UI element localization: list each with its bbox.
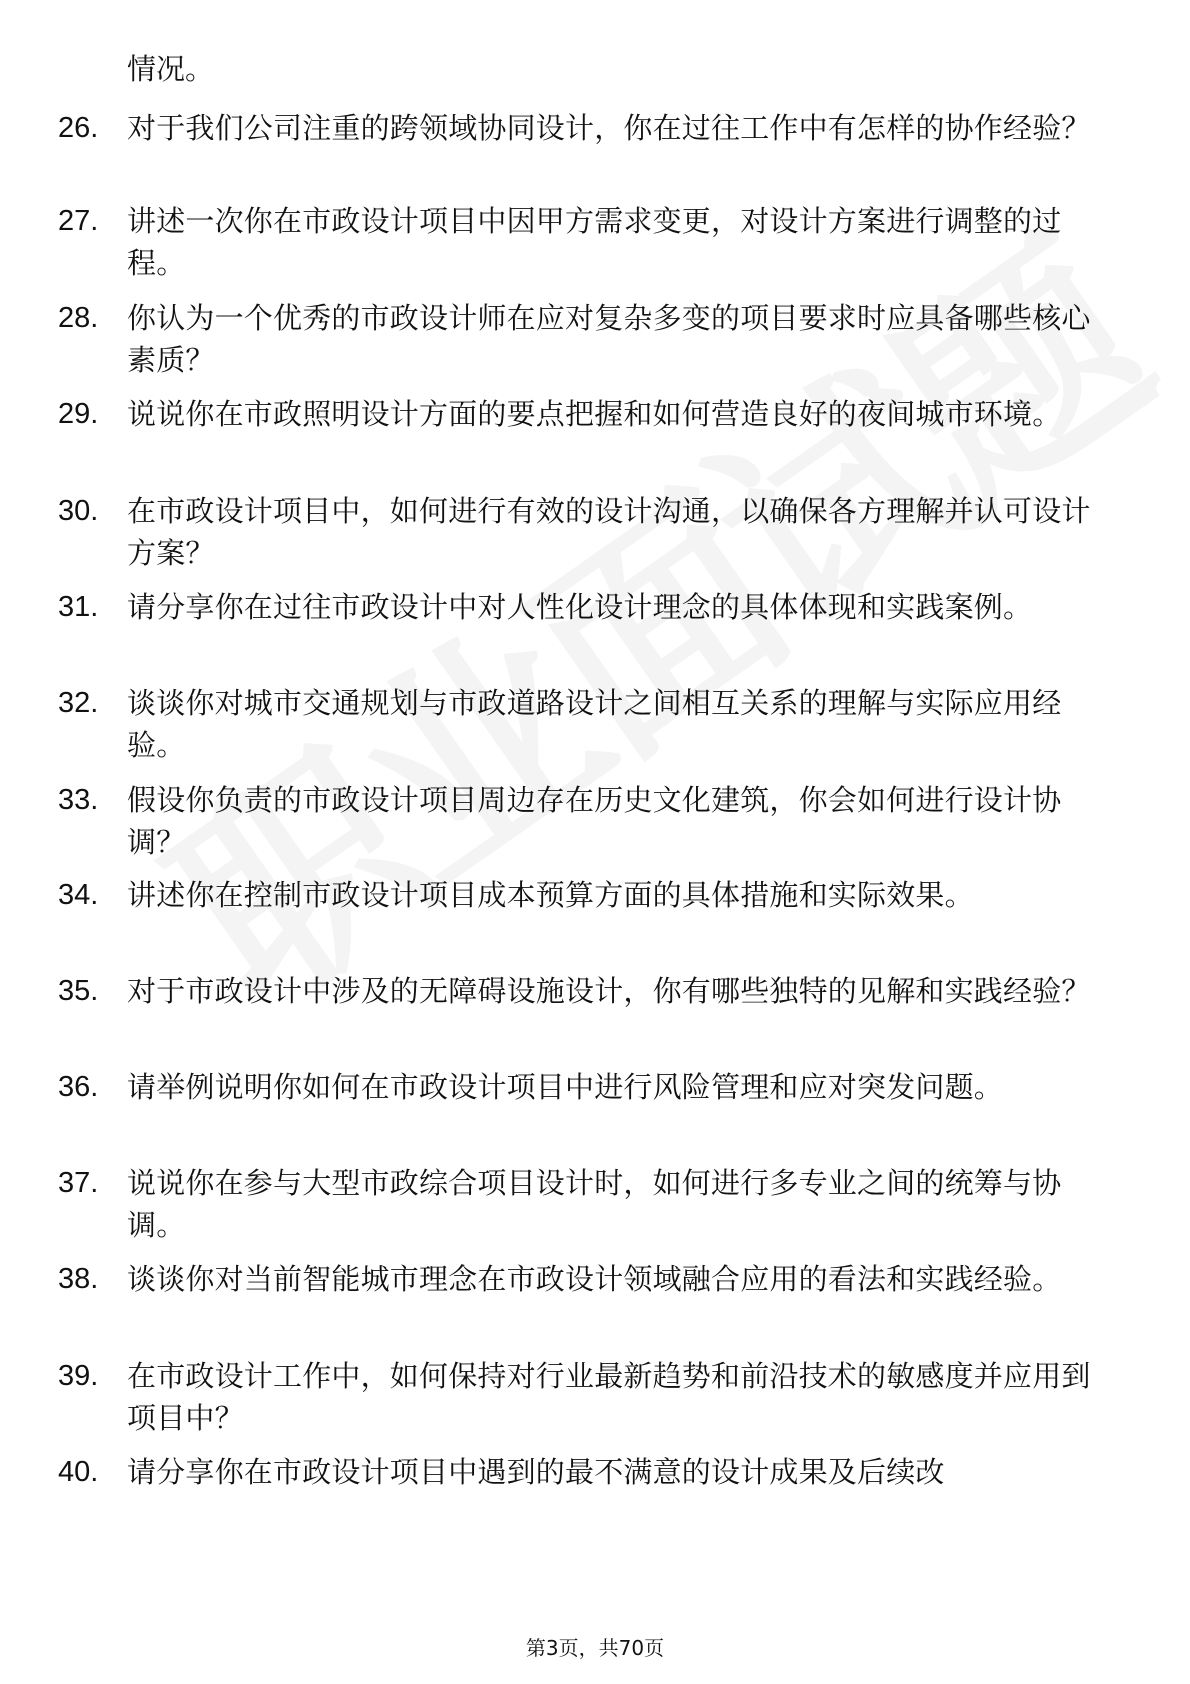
question-text: 说说你在参与大型市政综合项目设计时，如何进行多专业之间的统筹与协调。: [127, 1166, 1062, 1242]
question-text: 讲述一次你在市政设计项目中因甲方需求变更，对设计方案进行调整的过程。: [127, 204, 1062, 280]
continuation-text: 情况。: [127, 52, 215, 86]
question-text: 说说你在市政照明设计方面的要点把握和如何营造良好的夜间城市环境。: [127, 397, 1062, 431]
question-text: 请分享你在市政设计项目中遇到的最不满意的设计成果及后续改: [127, 1455, 945, 1489]
question-text: 请举例说明你如何在市政设计项目中进行风险管理和应对突发问题。: [127, 1070, 1004, 1104]
question-number: 37.: [58, 1167, 99, 1199]
question-number: 36.: [58, 1071, 99, 1103]
question-number: 39.: [58, 1360, 99, 1392]
question-text: 请分享你在过往市政设计中对人性化设计理念的具体体现和实践案例。: [127, 590, 1033, 624]
question-number: 38.: [58, 1263, 99, 1295]
question-number: 26.: [58, 112, 99, 144]
question-text: 假设你负责的市政设计项目周边存在历史文化建筑，你会如何进行设计协调？: [127, 783, 1062, 859]
question-number: 29.: [58, 398, 99, 430]
page-number-footer: 第3页，共70页: [525, 1636, 665, 1660]
question-number: 40.: [58, 1456, 99, 1488]
question-number: 33.: [58, 784, 99, 816]
question-number: 27.: [58, 205, 99, 237]
question-text: 谈谈你对城市交通规划与市政道路设计之间相互关系的理解与实际应用经验。: [127, 686, 1062, 762]
question-text: 谈谈你对当前智能城市理念在市政设计领域融合应用的看法和实践经验。: [127, 1262, 1062, 1296]
question-number: 30.: [58, 495, 99, 527]
question-number: 31.: [58, 591, 99, 623]
question-text: 对于市政设计中涉及的无障碍设施设计，你有哪些独特的见解和实践经验？: [127, 974, 1091, 1008]
question-number: 35.: [58, 975, 99, 1007]
question-number: 34.: [58, 879, 99, 911]
question-text: 在市政设计项目中，如何进行有效的设计沟通，以确保各方理解并认可设计方案？: [127, 494, 1091, 570]
question-text: 你认为一个优秀的市政设计师在应对复杂多变的项目要求时应具备哪些核心素质？: [127, 301, 1091, 377]
question-number: 28.: [58, 302, 99, 334]
question-text: 在市政设计工作中，如何保持对行业最新趋势和前沿技术的敏感度并应用到项目中？: [127, 1359, 1091, 1435]
question-text: 对于我们公司注重的跨领域协同设计，你在过往工作中有怎样的协作经验？: [127, 111, 1091, 145]
question-text: 讲述你在控制市政设计项目成本预算方面的具体措施和实际效果。: [127, 878, 974, 912]
question-number: 32.: [58, 687, 99, 719]
